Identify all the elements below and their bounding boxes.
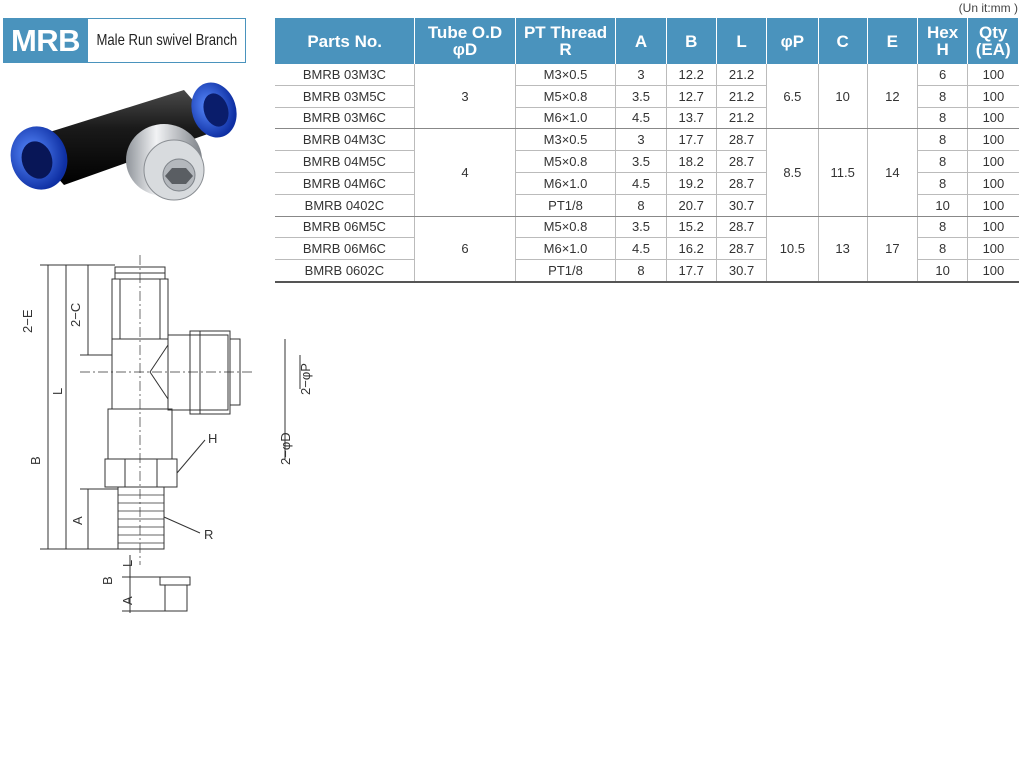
hex-cell: 8 [917, 151, 967, 173]
b-cell: 17.7 [666, 129, 716, 151]
e-cell: 14 [867, 129, 917, 216]
part-number-cell: BMRB 03M5C [275, 85, 415, 107]
qty-cell: 100 [968, 194, 1019, 216]
col-parts-no: Parts No. [275, 18, 415, 64]
thread-cell: M6×1.0 [515, 238, 616, 260]
col-e: E [867, 18, 917, 64]
part-number-cell: BMRB 03M3C [275, 64, 415, 85]
dim-a-small-label: A [120, 596, 135, 605]
spec-table-body [275, 64, 1019, 282]
part-number-cell: BMRB 04M6C [275, 172, 415, 194]
hex-cell: 8 [917, 129, 967, 151]
tube-od-cell: 6 [415, 216, 515, 282]
a-cell: 3.5 [616, 151, 666, 173]
l-cell: 28.7 [716, 216, 766, 238]
series-code-badge: MRB [3, 18, 88, 63]
b-cell: 17.7 [666, 260, 716, 282]
col-tube-od: Tube O.D φD [415, 18, 515, 64]
thread-cell: PT1/8 [515, 194, 616, 216]
hex-cell: 6 [917, 64, 967, 85]
series-name [88, 18, 246, 63]
a-cell: 3 [616, 129, 666, 151]
series-name-text: Male Run swivel Branch [96, 31, 237, 49]
qty-cell: 100 [968, 107, 1019, 129]
b-cell: 19.2 [666, 172, 716, 194]
a-cell: 3 [616, 64, 666, 85]
l-cell: 28.7 [716, 129, 766, 151]
l-cell: 28.7 [716, 238, 766, 260]
qty-cell: 100 [968, 64, 1019, 85]
a-cell: 8 [616, 260, 666, 282]
dim-l-label: L [50, 387, 65, 395]
dim-2d-label: 2−φD [278, 432, 293, 465]
p-cell: 10.5 [767, 216, 818, 282]
table-header-row [275, 18, 1019, 64]
p-cell: 6.5 [767, 64, 818, 129]
p-cell: 8.5 [767, 129, 818, 216]
l-cell: 28.7 [716, 172, 766, 194]
a-cell: 4.5 [616, 107, 666, 129]
part-number-cell: BMRB 0602C [275, 260, 415, 282]
hex-cell: 8 [917, 172, 967, 194]
b-cell: 13.7 [666, 107, 716, 129]
hex-cell: 8 [917, 85, 967, 107]
a-cell: 4.5 [616, 172, 666, 194]
l-cell: 30.7 [716, 194, 766, 216]
col-pt-thread: PT Thread R [515, 18, 616, 64]
table-row [275, 129, 1019, 151]
qty-cell: 100 [968, 129, 1019, 151]
col-qty: Qty (EA) [968, 18, 1019, 64]
table-row [275, 216, 1019, 238]
c-cell: 10 [818, 64, 867, 129]
a-cell: 4.5 [616, 238, 666, 260]
dim-2c-label: 2−C [68, 302, 83, 327]
l-cell: 21.2 [716, 85, 766, 107]
l-cell: 28.7 [716, 151, 766, 173]
thread-cell: M5×0.8 [515, 151, 616, 173]
qty-cell: 100 [968, 216, 1019, 238]
col-a: A [616, 18, 666, 64]
b-cell: 18.2 [666, 151, 716, 173]
a-cell: 8 [616, 194, 666, 216]
part-number-cell: BMRB 06M5C [275, 216, 415, 238]
dim-l-small-label: L [120, 559, 135, 567]
b-cell: 12.2 [666, 64, 716, 85]
dim-r-label: R [204, 527, 214, 542]
col-c: C [818, 18, 867, 64]
thread-cell: M5×0.8 [515, 216, 616, 238]
part-number-cell: BMRB 04M5C [275, 151, 415, 173]
table-row [275, 64, 1019, 85]
product-photo [4, 70, 244, 240]
col-p: φP [767, 18, 818, 64]
qty-cell: 100 [968, 85, 1019, 107]
hex-cell: 10 [917, 260, 967, 282]
unit-note: (Un it:mm ) [958, 1, 1018, 15]
c-cell: 13 [818, 216, 867, 282]
a-cell: 3.5 [616, 85, 666, 107]
a-cell: 3.5 [616, 216, 666, 238]
thread-cell: M3×0.5 [515, 64, 616, 85]
spec-table [274, 18, 1019, 283]
thread-cell: M5×0.8 [515, 85, 616, 107]
dim-2p-label: 2−φP [298, 363, 313, 395]
part-number-cell: BMRB 0402C [275, 194, 415, 216]
thread-cell: M6×1.0 [515, 172, 616, 194]
b-cell: 15.2 [666, 216, 716, 238]
dimension-drawing [20, 255, 320, 625]
thread-cell: M3×0.5 [515, 129, 616, 151]
col-hex: Hex H [917, 18, 967, 64]
b-cell: 20.7 [666, 194, 716, 216]
hex-cell: 10 [917, 194, 967, 216]
qty-cell: 100 [968, 172, 1019, 194]
c-cell: 11.5 [818, 129, 867, 216]
part-number-cell: BMRB 06M6C [275, 238, 415, 260]
part-number-cell: BMRB 04M3C [275, 129, 415, 151]
dim-b-small-label: B [100, 576, 115, 585]
e-cell: 12 [867, 64, 917, 129]
tube-od-cell: 4 [415, 129, 515, 216]
qty-cell: 100 [968, 260, 1019, 282]
dim-2e-label: 2−E [20, 309, 35, 333]
b-cell: 16.2 [666, 238, 716, 260]
b-cell: 12.7 [666, 85, 716, 107]
hex-cell: 8 [917, 216, 967, 238]
qty-cell: 100 [968, 151, 1019, 173]
tube-od-cell: 3 [415, 64, 515, 129]
col-b: B [666, 18, 716, 64]
part-number-cell: BMRB 03M6C [275, 107, 415, 129]
l-cell: 21.2 [716, 64, 766, 85]
dim-h-label: H [208, 431, 218, 446]
thread-cell: M6×1.0 [515, 107, 616, 129]
dim-a-label: A [70, 516, 85, 525]
l-cell: 30.7 [716, 260, 766, 282]
hex-cell: 8 [917, 107, 967, 129]
qty-cell: 100 [968, 238, 1019, 260]
hex-cell: 8 [917, 238, 967, 260]
thread-cell: PT1/8 [515, 260, 616, 282]
l-cell: 21.2 [716, 107, 766, 129]
col-l: L [716, 18, 766, 64]
dim-b-label: B [28, 456, 43, 465]
e-cell: 17 [867, 216, 917, 282]
